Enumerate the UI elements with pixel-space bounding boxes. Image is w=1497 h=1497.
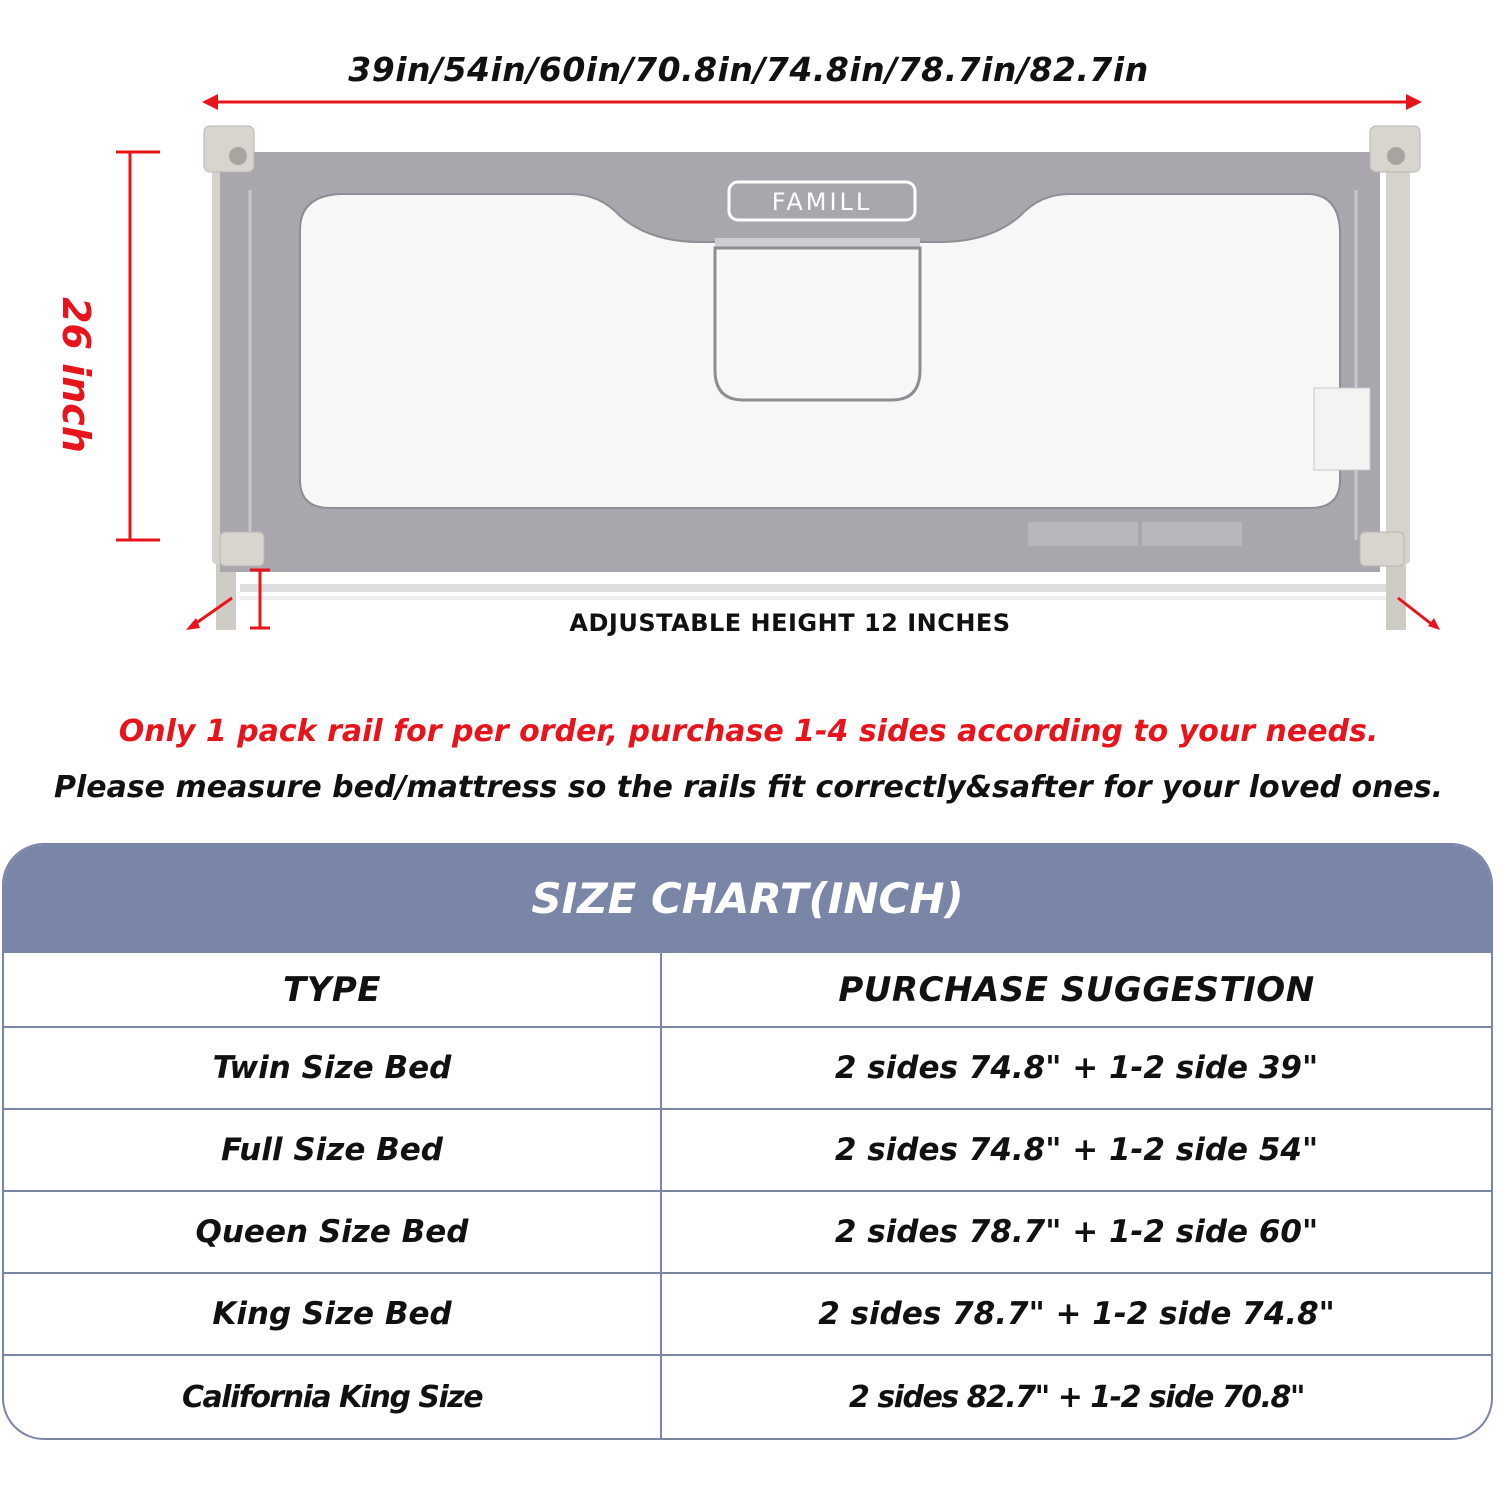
brand-logo	[727, 180, 917, 222]
suggestion-cell: 2 sides 74.8" + 1-2 side 39"	[834, 1050, 1319, 1086]
table-row	[4, 1356, 1491, 1438]
suggestion-cell: 2 sides 74.8" + 1-2 side 54"	[834, 1132, 1319, 1168]
bed-type-cell: King Size Bed	[4, 1274, 662, 1354]
column-header-suggestion: PURCHASE SUGGESTION	[838, 969, 1315, 1010]
bed-type-cell: Queen Size Bed	[4, 1192, 662, 1272]
suggestion-cell: 2 sides 78.7" + 1-2 side 60"	[834, 1214, 1319, 1250]
table-header-row	[4, 953, 1491, 1028]
size-chart-table	[2, 843, 1493, 1440]
bed-type-cell: California King Size	[4, 1356, 662, 1438]
width-arrow-icon	[200, 88, 1425, 118]
suggestion-cell: 2 sides 82.7" + 1-2 side 70.8"	[849, 1379, 1304, 1415]
suggestion-cell: 2 sides 78.7" + 1-2 side 74.8"	[818, 1296, 1335, 1332]
measure-note: Please measure bed/mattress so the rails fit correctly&safter for your loved ones.	[53, 770, 1444, 805]
order-note: Only 1 pack rail for per order, purchase 1-4 sides according to your needs.	[118, 714, 1379, 749]
column-header-type: TYPE	[4, 953, 662, 1026]
svg-text:FAMILL: FAMILL	[771, 188, 873, 216]
bed-type-cell: Twin Size Bed	[4, 1028, 662, 1108]
table-row	[4, 1110, 1491, 1192]
table-row	[4, 1028, 1491, 1110]
table-row	[4, 1192, 1491, 1274]
table-row	[4, 1274, 1491, 1356]
bed-type-cell: Full Size Bed	[4, 1110, 662, 1190]
adjustable-height-label: ADJUSTABLE HEIGHT 12 INCHES	[569, 609, 1011, 637]
size-chart-title: SIZE CHART(INCH)	[4, 845, 1491, 953]
width-dimension-label: 39in/54in/60in/70.8in/74.8in/78.7in/82.7in	[348, 50, 1149, 89]
height-dimension-icon	[112, 148, 164, 546]
